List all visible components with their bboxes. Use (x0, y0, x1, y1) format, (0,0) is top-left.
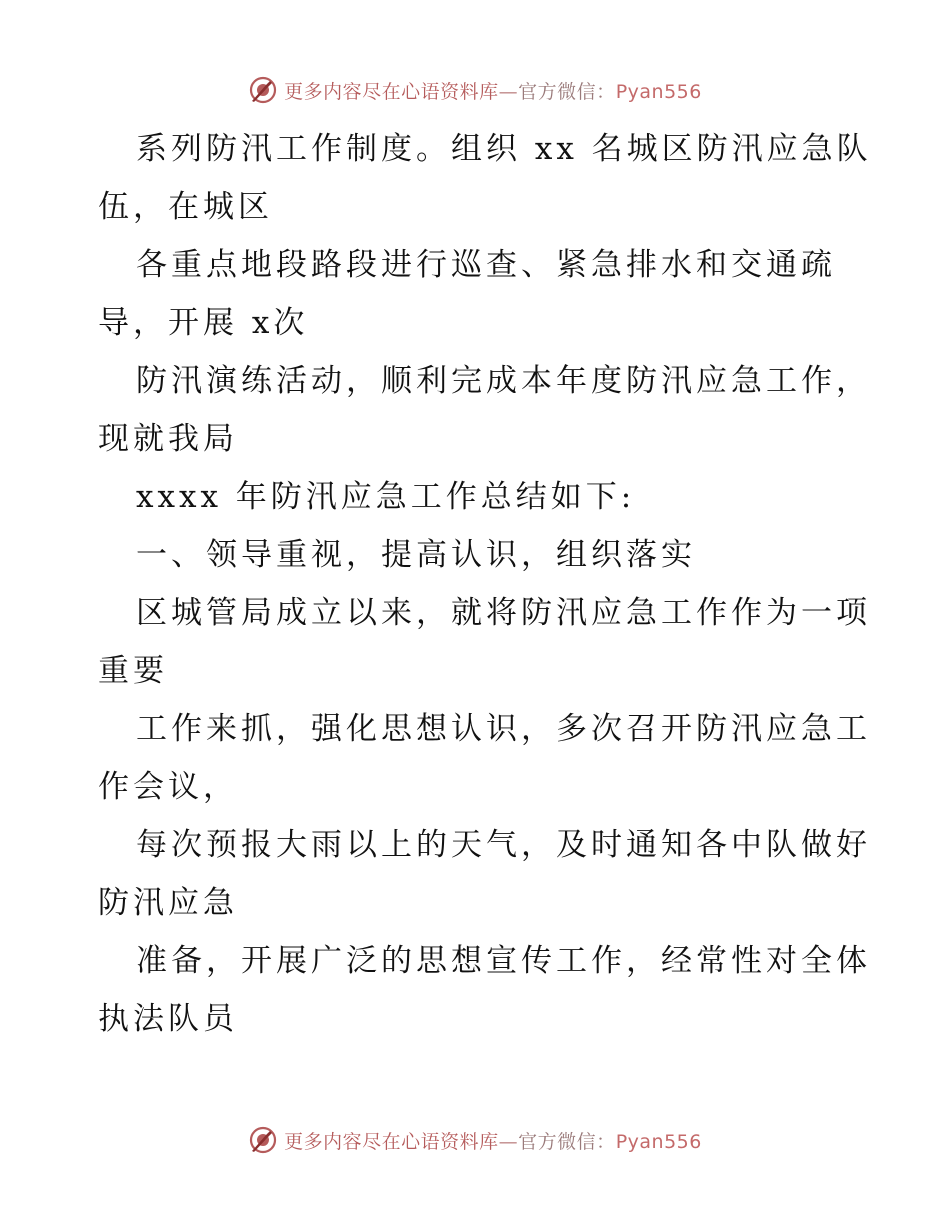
body-line: 导，开展 x次 (98, 305, 309, 341)
body-line: 重要 (98, 653, 168, 689)
body-line: 系列防汛工作制度。组织 xx 名城区防汛应急队 (136, 131, 872, 167)
section-heading: 一、领导重视，提高认识，组织落实 (136, 537, 696, 573)
body-line: 各重点地段路段进行巡查、紧急排水和交通疏 (136, 247, 836, 283)
body-line: 区城管局成立以来，就将防汛应急工作作为一项 (136, 595, 871, 631)
body-line: 现就我局 (98, 421, 238, 457)
watermark-separator: — (498, 1130, 519, 1153)
footer-watermark (0, 1120, 950, 1160)
watermark-label: 官方微信： (518, 80, 616, 103)
quill-seal-icon (248, 1125, 278, 1155)
watermark-id: Pyan556 (615, 1130, 702, 1153)
body-line: 准备，开展广泛的思想宣传工作，经常性对全体 (136, 943, 871, 979)
body-line: 工作来抓，强化思想认识，多次召开防汛应急工 (136, 711, 871, 747)
watermark-separator: — (498, 80, 519, 103)
body-line: xxxx 年防汛应急工作总结如下: (136, 479, 636, 515)
quill-seal-icon (248, 75, 278, 105)
body-line: 防汛应急 (98, 885, 238, 921)
watermark-id: Pyan556 (615, 80, 702, 103)
body-line: 执法队员 (98, 1001, 238, 1037)
document-body (98, 120, 872, 1048)
watermark-label: 官方微信： (518, 1130, 616, 1153)
body-line: 防汛演练活动，顺利完成本年度防汛应急工作， (136, 363, 871, 399)
watermark-main-text: 更多内容尽在心语资料库 (284, 1130, 499, 1153)
header-watermark (0, 70, 950, 110)
body-line: 伍，在城区 (98, 189, 273, 225)
watermark-main-text: 更多内容尽在心语资料库 (284, 80, 499, 103)
body-line: 每次预报大雨以上的天气，及时通知各中队做好 (136, 827, 871, 863)
body-line: 作会议， (98, 769, 238, 805)
